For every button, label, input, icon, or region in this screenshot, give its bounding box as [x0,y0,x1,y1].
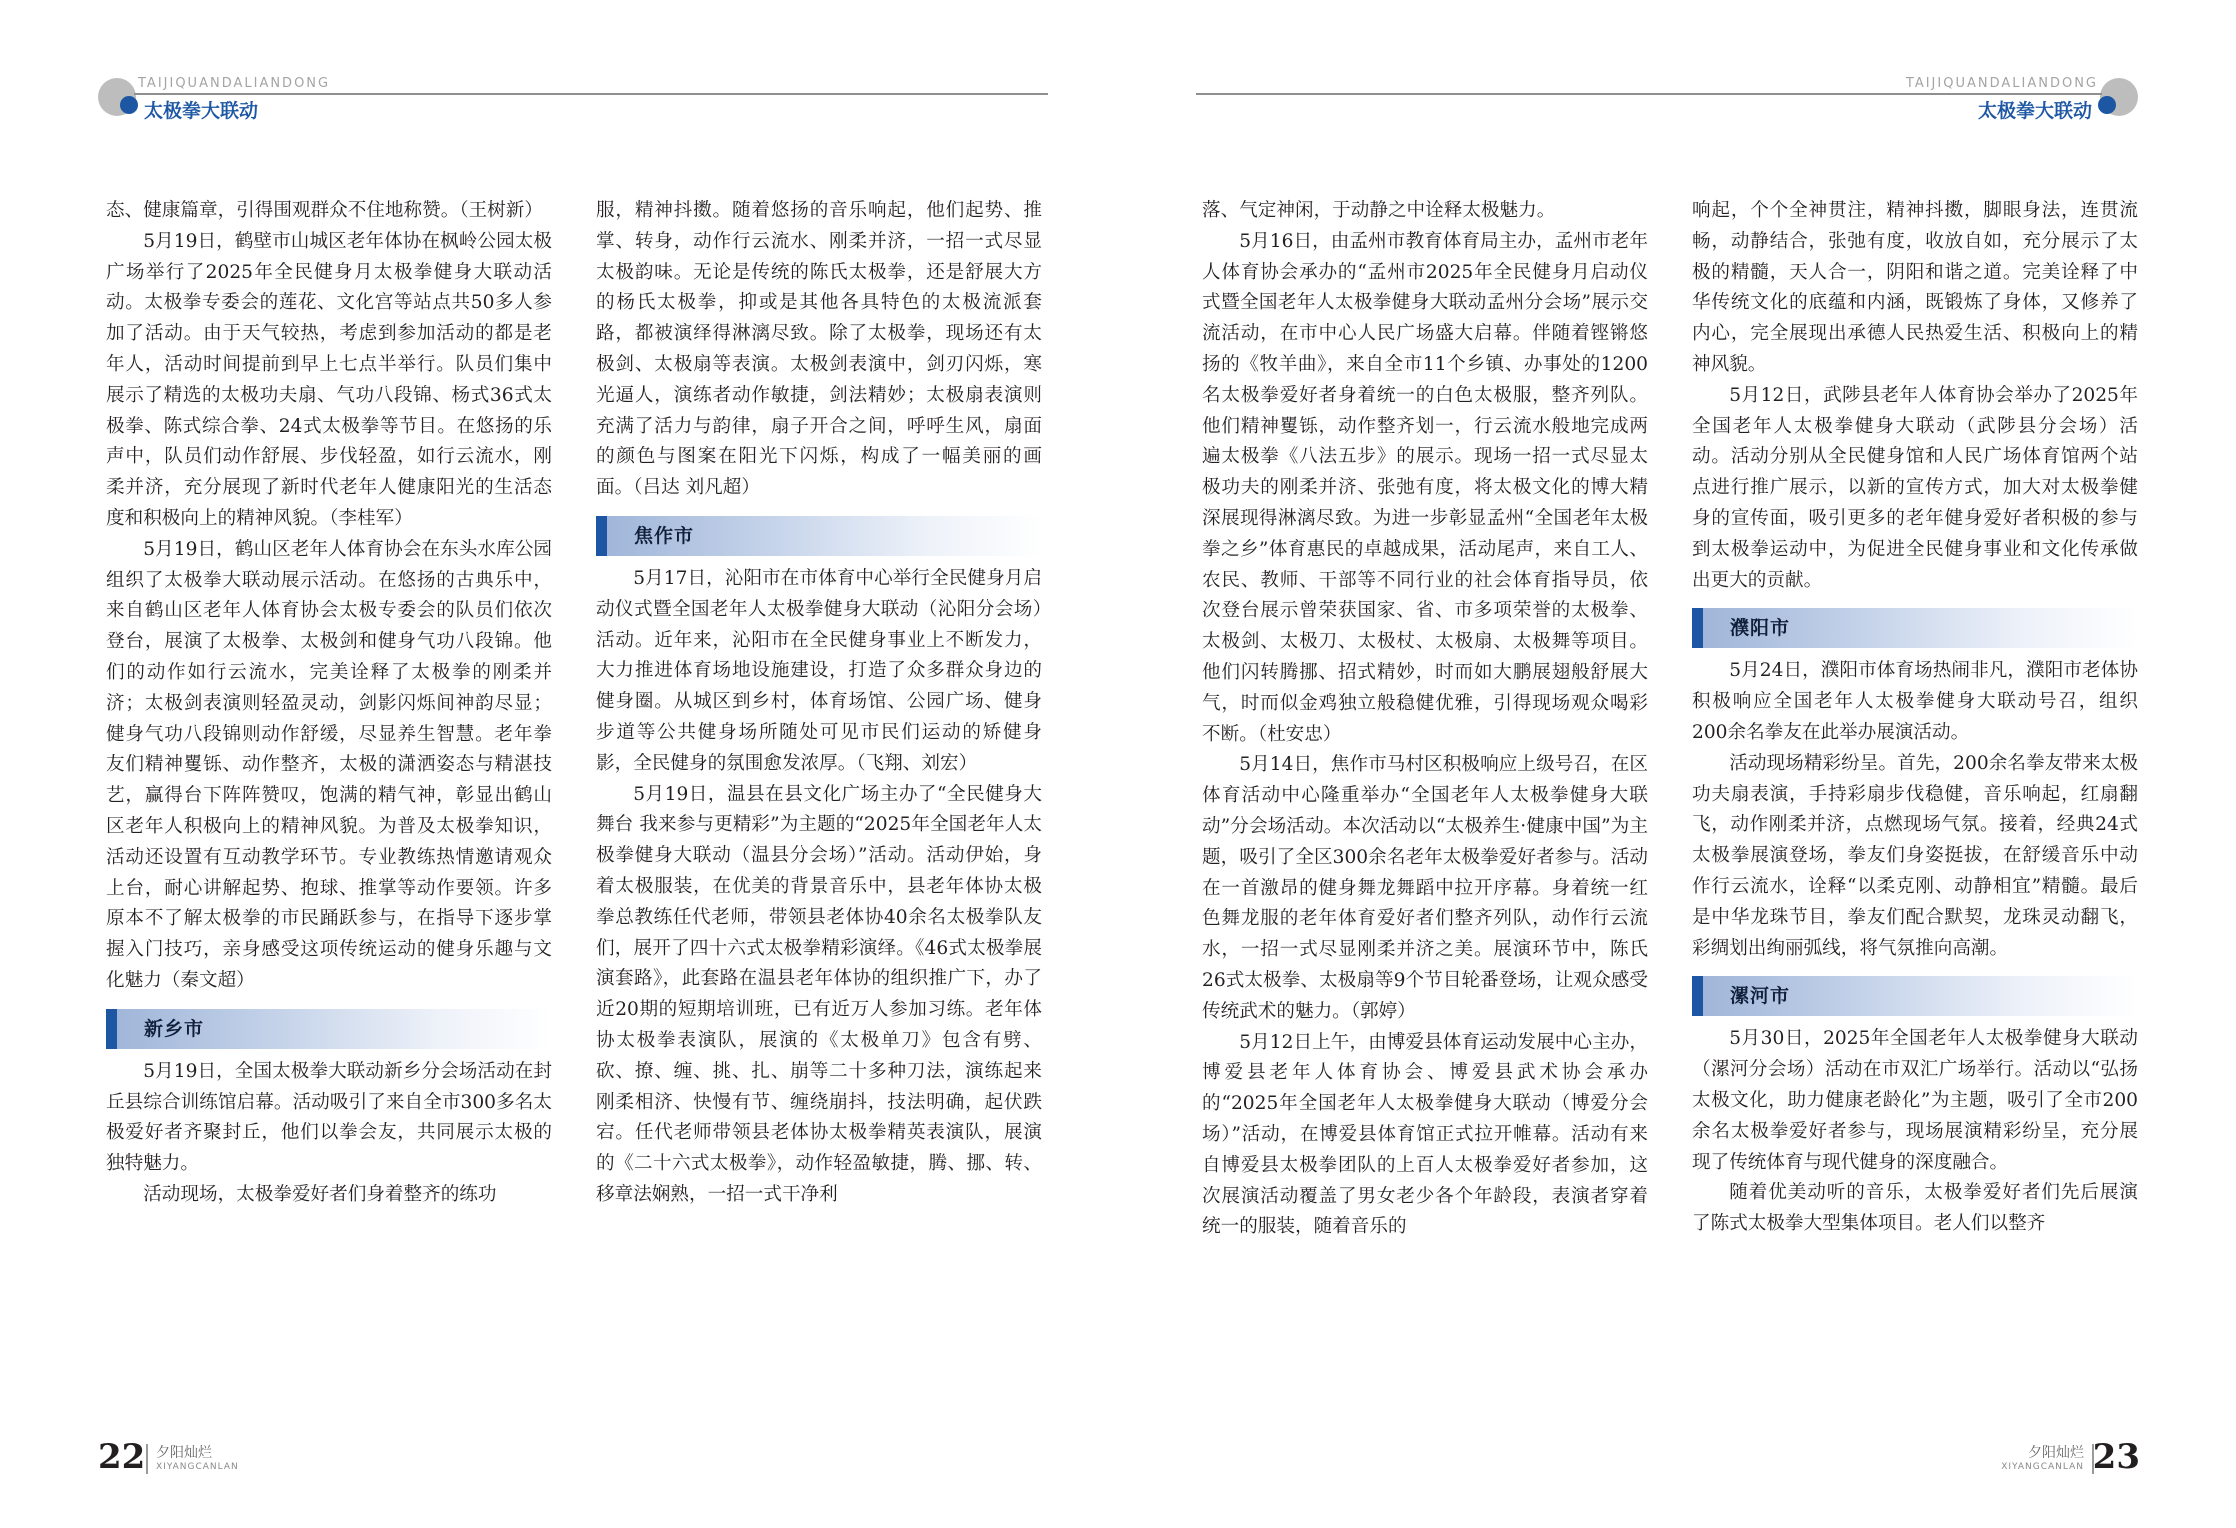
right-page-header [1196,72,2138,122]
header-rule [1196,93,2102,95]
header-title: 太极拳大联动 [1977,100,2092,122]
page-number: 22 [98,1437,146,1477]
header-pinyin: TAIJIQUANDALIANDONG [138,76,331,91]
article-paragraph: 5月12日上午，由博爱县体育运动发展中心主办，博爱县老年人体育协会、博爱县武术协会承办的“2025年全国老年人太极拳健身大联动（博爱分会场）”活动，在博爱县体育馆正式拉开帷幕。活动有来自博爱县太极拳团队的上百人太极拳爱好者参加，这次展演活动覆盖了男女老少各个年龄段，表演者穿着统一的服装，随着音乐的 [1202,1031,1648,1238]
article-paragraph: 服，精神抖擞。随着悠扬的音乐响起，他们起势、推掌、转身，动作行云流水、刚柔并济，一招一式尽显太极韵味。无论是传统的陈氏太极拳，还是舒展大方的杨氏太极拳，抑或是其他各具特色的太极流派套路，都被演绎得淋漓尽致。除了太极拳，现场还有太极剑、太极扇等表演。太极剑表演中，剑刃闪烁，寒光逼人，演练者动作敏捷，剑法精妙；太极扇表演则充满了活力与韵律，扇子开合之间，呼呼生风，扇面的颜色与图案在阳光下闪烁，构成了一幅美丽的画面。（吕达 刘凡超） [596,200,1042,499]
section-heading-label: 漯河市 [1730,985,1791,1008]
article-paragraph: 5月19日，鹤壁市山城区老年体协在枫岭公园太极广场举行了2025年全民健身月太极拳健身大联动活动。太极拳专委会的莲花、文化宫等站点共50多人参加了活动。由于天气较热，考虑到参加活动的都是老年人，活动时间提前到早上七点半举行。队员们集中展示了精选的太极功夫扇、气功八段锦、杨式36式太极拳、陈式综合拳、24式太极拳等节目。在悠扬的乐声中，队员们动作舒展、步伐轻盈，如行云流水，刚柔并济，充分展现了新时代老年人健康阳光的生活态度和积极向上的精神风貌。（李桂军） [106,230,552,529]
article-paragraph: 5月24日，濮阳市体育场热闹非凡，濮阳市老体协积极响应全国老年人太极拳健身大联动号召，组织 200余名拳友在此举办展演活动。 [1692,660,2138,743]
article-paragraph: 5月19日，温县在县文化广场主办了“全民健身大舞台 我来参与更精彩”为主题的“2025年全国老年人太极拳健身大联动（温县分会场）”活动。活动伊始，身着太极服装，在优美的背景音乐中，县老年体协太极拳总教练任代老师，带领县老体协40余名太极拳队友们，展开了四十六式太极拳精彩演绎。《46式太极拳展演套路》，此套路在温县老年体协的组织推广下，办了近20期的短期培训班，已有近万人参加习练。老年体协太极拳表演队，展演的《太极单刀》包含有劈、砍、撩、缠、挑、扎、崩等二十多种刀法，演练起来刚柔相济、快慢有节、缠绕崩抖，技法明确，起伏跌宕。任代老师带领县老体协太极拳精英表演队，展演的《二十六式太极拳》，动作轻盈敏捷，腾、挪、转、移章法娴熟，一招一式干净利 [596,783,1042,1205]
article-paragraph: 5月16日，由孟州市教育体育局主办，孟州市老年人体育协会承办的“孟州市2025年全民健身月启动仪式暨全国老年人太极拳健身大联动孟州分会场”展示交流活动，在市中心人民广场盛大启幕。伴随着铿锵悠扬的《牧羊曲》，来自全市11个乡镇、办事处的1200名太极拳爱好者身着统一的白色太极服，整齐列队。他们精神矍铄，动作整齐划一，行云流水般地完成两遍太极拳《八法五步》的展示。现场一招一式尽显太极功夫的刚柔并济、张弛有度，将太极文化的博大精深展现得淋漓尽致。为进一步彰显孟州“全国老年太极拳之乡”体育惠民的卓越成果，活动尾声，来自工人、农民、教师、干部等不同行业的社会体育指导员，依次登台展示曾荣获国家、省、市多项荣誉的太极拳、太极剑、太极刀、太极杖、太极扇、太极舞等项目。他们闪转腾挪、招式精妙，时而如大鹏展翅般舒展大气，时而似金鸡独立般稳健优雅，引得现场观众喝彩不断。（杜安忠） [1202,230,1648,745]
section-heading-label: 新乡市 [144,1017,205,1040]
magazine-pinyin: XIYANGCANLAN [156,1462,239,1472]
article-paragraph: 5月17日，沁阳市在市体育中心举行全民健身月启动仪式暨全国老年人太极拳健身大联动（沁阳分会场）活动。近年来，沁阳市在全民健身事业上不断发力，大力推进体育场地设施建设，打造了众多群众身边的健身圈。从城区到乡村，体育场馆、公园广场、健身步道等公共健身场所随处可见市民们运动的矫健身影，全民健身的氛围愈发浓厚。（飞翔、刘宏） [596,567,1042,774]
header-pinyin: TAIJIQUANDALIANDONG [1905,76,2098,91]
section-heading [1692,608,2138,648]
text-column-4 [1692,196,2138,1240]
left-page-header [98,72,1048,122]
header-blue-dot [120,96,138,114]
article-paragraph: 5月12日，武陟县老年人体育协会举办了2025年全国老年人太极拳健身大联动（武陟县分会场）活动。活动分别从全民健身馆和人民广场体育馆两个站点进行推广展示，以新的宣传方式，加大对太极拳健身的宣传面，吸引更多的老年健身爱好者积极的参与到太极拳运动中，为促进全民健身事业和文化传承做出更大的贡献。 [1692,384,2138,591]
header-blue-dot [2098,96,2116,114]
magazine-name: 夕阳灿烂 [156,1445,212,1461]
section-heading-accent [596,516,607,556]
article-paragraph: 5月30日，2025年全国老年人太极拳健身大联动（漯河分会场）活动在市双汇广场举行。活动以“弘扬太极文化，助力健康老龄化”为主题，吸引了全市200余名太极拳爱好者参与，现场展演精彩纷呈，充分展现了传统体育与现代健身的深度融合。 [1692,1028,2138,1173]
text-column-3 [1202,196,1648,1243]
article-paragraph: 态、健康篇章，引得围观群众不住地称赞。（王树新） [106,200,543,221]
article-paragraph: 随着优美动听的音乐，太极拳爱好者们先后展演了陈式太极拳大型集体项目。老人们以整齐 [1692,1182,2138,1235]
section-heading [596,516,1042,556]
article-paragraph: 活动现场精彩纷呈。首先，200余名拳友带来太极功夫扇表演，手持彩扇步伐稳健，音乐响起，红扇翻飞，动作刚柔并济，点燃现场气氛。接着，经典24式太极拳展演登场，拳友们身姿挺拔，在舒缓音乐中动作行云流水，诠释“以柔克刚、动静相宜”精髓。最后是中华龙珠节目，拳友们配合默契，龙珠灵动翻飞，彩绸划出绚丽弧线，将气氛推向高潮。 [1692,752,2138,959]
footer-divider [146,1444,148,1474]
header-rule [134,93,1048,95]
section-heading-accent [1692,608,1703,648]
section-heading-label: 焦作市 [634,524,695,547]
right-page-footer [1960,1436,2140,1486]
article-paragraph: 活动现场，太极拳爱好者们身着整齐的练功 [143,1183,497,1205]
magazine-name: 夕阳灿烂 [2028,1445,2084,1461]
text-column-2 [596,196,1042,1211]
article-paragraph: 落、气定神闲，于动静之中诠释太极魅力。 [1202,200,1556,221]
article-paragraph: 5月19日，鹤山区老年人体育协会在东头水库公园组织了太极拳大联动展示活动。在悠扬的古典乐中，来自鹤山区老年人体育协会太极专委会的队员们依次登台，展演了太极拳、太极剑和健身气功八段锦。他们的动作如行云流水，完美诠释了太极拳的刚柔并济；太极剑表演则轻盈灵动，剑影闪烁间神韵尽显；健身气功八段锦则动作舒缓，尽显养生智慧。老年拳友们精神矍铄、动作整齐，太极的潇洒姿态与精湛技艺，赢得台下阵阵赞叹，饱满的精气神，彰显出鹤山区老年人积极向上的精神风貌。为普及太极拳知识，活动还设置有互动教学环节。专业教练热情邀请观众上台，耐心讲解起势、抱球、推掌等动作要领。许多原本不了解太极拳的市民踊跃参与，在指导下逐步掌握入门技巧，亲身感受这项传统运动的健身乐趣与文化魅力（秦文超） [106,538,552,991]
page-number: 23 [2092,1437,2140,1477]
section-heading [1692,976,2138,1016]
section-heading-label: 濮阳市 [1730,617,1791,640]
left-page-footer [98,1436,298,1486]
section-heading-accent [1692,976,1703,1016]
magazine-pinyin: XIYANGCANLAN [2001,1462,2084,1472]
text-column-1 [106,196,552,1211]
article-paragraph: 响起，个个全神贯注，精神抖擞，脚眼身法，连贯流畅，动静结合，张弛有度，收放自如，充分展示了太极的精髓，天人合一，阴阳和谐之道。完美诠释了中华传统文化的底蕴和内涵，既锻炼了身体，又修养了内心，完全展现出承德人民热爱生活、积极向上的精神风貌。 [1692,200,2138,375]
article-paragraph: 5月14日，焦作市马村区积极响应上级号召，在区体育活动中心隆重举办“全国老年人太极拳健身大联动”分会场活动。本次活动以“太极养生·健康中国”为主题，吸引了全区300余名老年太极拳爱好者参与。活动在一首激昂的健身舞龙舞蹈中拉开序幕。身着统一红色舞龙服的老年体育爱好者们整齐列队，动作行云流水，一招一式尽显刚柔并济之美。展演环节中，陈氏26式太极拳、太极扇等9个节目轮番登场，让观众感受传统武术的魅力。（郭婷） [1202,754,1648,1022]
header-title: 太极拳大联动 [144,100,259,122]
section-heading [106,1009,552,1049]
section-heading-accent [106,1009,117,1049]
article-paragraph: 5月19日，全国太极拳大联动新乡分会场活动在封丘县综合训练馆启幕。活动吸引了来自全市300多名太极爱好者齐聚封丘，他们以拳会友，共同展示太极的独特魅力。 [106,1060,552,1175]
